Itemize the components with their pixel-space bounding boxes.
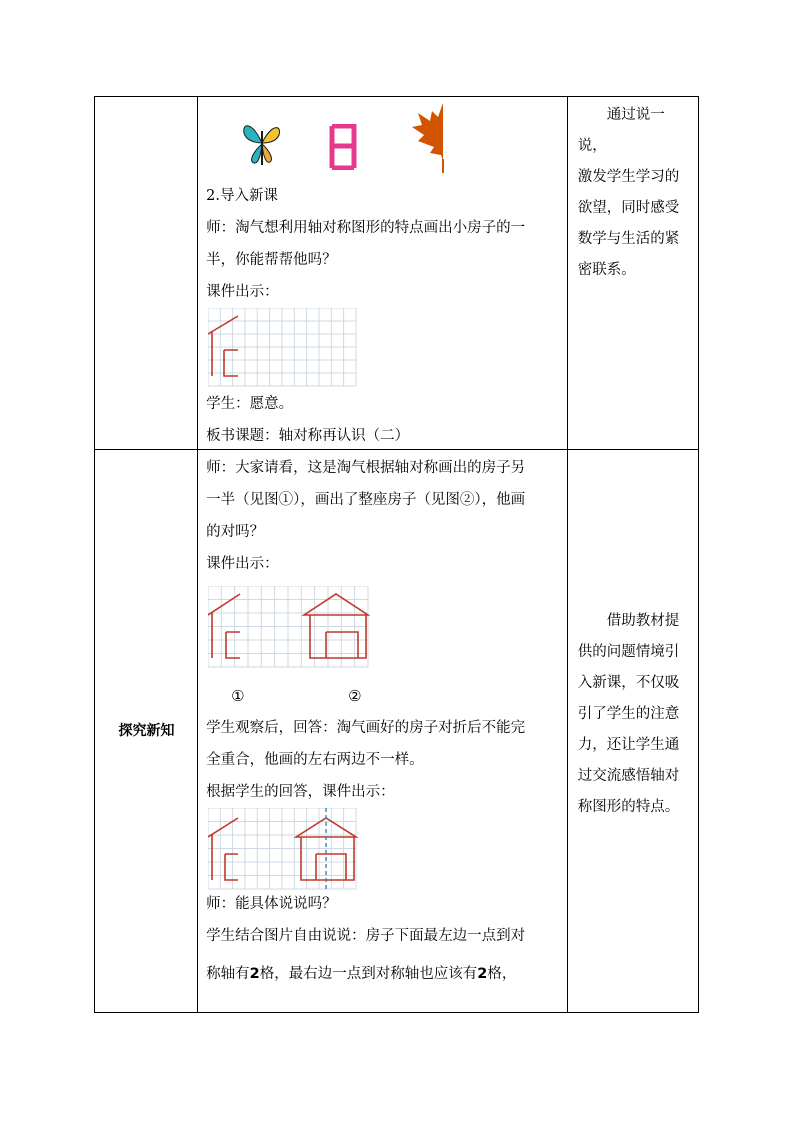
text-line: 师：能具体说说吗？ — [206, 896, 337, 912]
note-line: 引了学生的注意 — [577, 706, 680, 722]
text-line: 课件出示： — [206, 556, 279, 572]
stage-cell-explore — [95, 450, 198, 1013]
stage-label: 探究新知 — [118, 723, 175, 739]
text-line: 课件出示： — [206, 284, 279, 300]
note-line: 通过说一说， — [577, 107, 665, 154]
section-heading: 2.导入新课 — [206, 188, 278, 204]
figure-label-2: ② — [348, 687, 362, 705]
note-line: 借助教材提 — [606, 613, 680, 629]
house-axis-figure — [208, 808, 370, 892]
notes-cell-intro — [567, 97, 698, 450]
text-segment: 称轴有 — [206, 966, 250, 982]
text-line-with-numbers — [206, 964, 516, 984]
house-comparison-figure — [208, 586, 370, 670]
figure-label-1: ① — [231, 687, 245, 705]
text-line: 学生观察后，回答：淘气画好的房子对折后不能完 — [206, 720, 526, 736]
text-line: 根据学生的回答，课件出示： — [206, 784, 395, 800]
text-line: 一半（见图①），画出了整座房子（见图②），他画 — [206, 492, 526, 508]
grid-count: 2 — [477, 966, 488, 982]
text-segment: 格，最右边一点到对称轴也应该有 — [259, 966, 478, 982]
note-line: 入新课，不仅吸 — [577, 675, 680, 691]
half-character-icon — [328, 124, 358, 170]
note-line: 密联系。 — [577, 262, 636, 278]
note-line: 数学与生活的紧 — [577, 231, 680, 247]
maple-leaf-icon — [408, 103, 448, 173]
note-line: 过交流感悟轴对 — [577, 768, 680, 784]
note-line: 欲望，同时感受 — [577, 200, 680, 216]
half-house-grid-figure — [208, 308, 358, 388]
text-line: 师：淘气想利用轴对称图形的特点画出小房子的一 — [206, 220, 526, 236]
note-line: 供的问题情境引 — [577, 644, 680, 660]
text-line: 板书课题：轴对称再认识（二） — [206, 428, 410, 444]
notes-cell-explore — [567, 450, 698, 1013]
text-line: 半，你能帮帮他吗？ — [206, 252, 337, 268]
text-line: 的对吗？ — [206, 524, 265, 540]
text-segment: 格， — [487, 966, 517, 982]
text-line: 学生结合图片自由说说：房子下面最左边一点到对 — [206, 928, 526, 944]
text-line: 学生：愿意。 — [206, 396, 294, 412]
content-cell-intro — [198, 97, 568, 450]
text-line: 师：大家请看，这是淘气根据轴对称画出的房子另 — [206, 460, 526, 476]
note-line: 激发学生学习的 — [577, 169, 680, 185]
content-cell-explore — [198, 450, 568, 1013]
stage-cell-empty — [95, 97, 198, 450]
lesson-plan-table — [94, 96, 699, 1013]
note-line: 力，还让学生通 — [577, 737, 680, 753]
note-line: 称图形的特点。 — [577, 799, 680, 815]
text-line: 全重合，他画的左右两边不一样。 — [206, 752, 424, 768]
grid-count: 2 — [249, 966, 260, 982]
butterfly-icon — [242, 117, 282, 169]
